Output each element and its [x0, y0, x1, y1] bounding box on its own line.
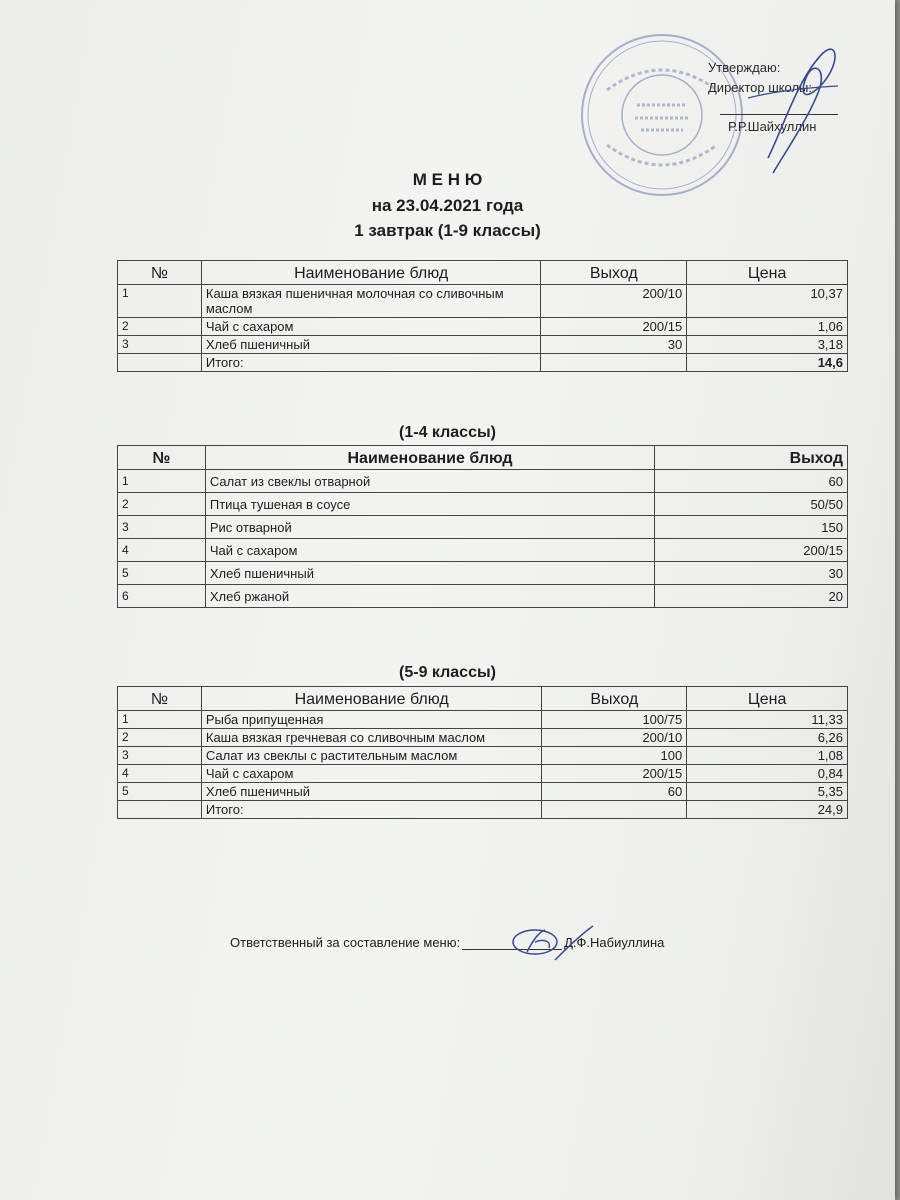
total-value: 14,6 [687, 354, 848, 372]
row-name: Хлеб пшеничный [201, 783, 542, 801]
row-price: 11,33 [687, 711, 848, 729]
approval-line1: Утверждаю: [708, 60, 781, 75]
row-no: 2 [118, 729, 202, 747]
row-price: 5,35 [687, 783, 848, 801]
document-date: на 23.04.2021 года [371, 196, 524, 215]
row-name: Хлеб пшеничный [201, 336, 541, 354]
total-label: Итого: [201, 354, 541, 372]
section-title-5-9: (5-9 классы) [399, 664, 496, 681]
row-price: 3,18 [687, 336, 848, 354]
document-title: М Е Н Ю [412, 170, 483, 189]
total-row [118, 354, 848, 372]
table-row [118, 585, 848, 608]
row-yield: 200/10 [541, 285, 687, 318]
col-header-yield: Выход [655, 446, 848, 470]
total-value: 24,9 [687, 801, 848, 819]
row-name: Хлеб пшеничный [205, 562, 654, 585]
col-header-no: № [118, 446, 206, 470]
row-name: Салат из свеклы отварной [205, 470, 654, 493]
row-no: 5 [118, 562, 206, 585]
row-yield: 30 [655, 562, 848, 585]
menu-table-1-4 [117, 445, 848, 608]
row-no: 4 [118, 765, 202, 783]
table-row [118, 470, 848, 493]
row-yield: 60 [655, 470, 848, 493]
section-title-1-4: (1-4 классы) [399, 424, 496, 441]
row-name: Салат из свеклы с растительным маслом [201, 747, 542, 765]
responsible-label: Ответственный за составление меню: [230, 935, 461, 950]
row-no: 3 [118, 336, 202, 354]
table-row [118, 285, 848, 318]
row-no: 5 [118, 783, 202, 801]
table-row [118, 493, 848, 516]
table-row [118, 562, 848, 585]
col-header-price: Цена [687, 687, 848, 711]
table-row [118, 516, 848, 539]
row-no: 2 [118, 493, 206, 516]
row-name: Чай с сахаром [205, 539, 654, 562]
col-header-yield: Выход [541, 261, 687, 285]
row-yield: 200/15 [541, 318, 687, 336]
table-row [118, 711, 848, 729]
row-yield: 100 [542, 747, 687, 765]
row-name: Рыба припущенная [201, 711, 542, 729]
director-name: Р.Р.Шайхуллин [728, 119, 817, 134]
menu-table-5-9 [117, 686, 848, 819]
row-no: 6 [118, 585, 206, 608]
row-price: 10,37 [687, 285, 848, 318]
col-header-no: № [118, 261, 202, 285]
row-name: Рис отварной [205, 516, 654, 539]
row-no: 1 [118, 711, 202, 729]
table-row [118, 765, 848, 783]
row-no: 4 [118, 539, 206, 562]
row-yield: 20 [655, 585, 848, 608]
row-yield: 200/15 [655, 539, 848, 562]
col-header-price: Цена [687, 261, 848, 285]
row-name: Хлеб ржаной [205, 585, 654, 608]
row-no: 1 [118, 285, 202, 318]
row-yield: 200/15 [542, 765, 687, 783]
total-row [118, 801, 848, 819]
row-yield: 150 [655, 516, 848, 539]
table-row [118, 318, 848, 336]
row-price: 1,06 [687, 318, 848, 336]
row-price: 6,26 [687, 729, 848, 747]
table-row [118, 729, 848, 747]
table-row [118, 539, 848, 562]
col-header-name: Наименование блюд [205, 446, 654, 470]
total-label: Итого: [201, 801, 542, 819]
meal-title: 1 завтрак (1-9 классы) [354, 221, 541, 240]
row-name: Птица тушеная в соусе [205, 493, 654, 516]
row-name: Каша вязкая пшеничная молочная со сливочным маслом [201, 285, 541, 318]
row-yield: 50/50 [655, 493, 848, 516]
col-header-name: Наименование блюд [201, 687, 542, 711]
table-row [118, 336, 848, 354]
row-price: 1,08 [687, 747, 848, 765]
table-row [118, 783, 848, 801]
row-yield: 100/75 [542, 711, 687, 729]
col-header-yield: Выход [542, 687, 687, 711]
row-no: 3 [118, 516, 206, 539]
row-price: 0,84 [687, 765, 848, 783]
menu-table-1-9 [117, 260, 848, 372]
table-row [118, 747, 848, 765]
approval-line2: Директор школы: [708, 80, 812, 95]
director-signature [728, 38, 848, 178]
row-name: Чай с сахаром [201, 765, 542, 783]
row-no: 3 [118, 747, 202, 765]
row-yield: 30 [541, 336, 687, 354]
row-yield: 200/10 [542, 729, 687, 747]
row-name: Каша вязкая гречневая со сливочным маслом [201, 729, 542, 747]
row-yield: 60 [542, 783, 687, 801]
responsible-signature [505, 920, 605, 965]
col-header-no: № [118, 687, 202, 711]
row-no: 1 [118, 470, 206, 493]
col-header-name: Наименование блюд [201, 261, 541, 285]
row-no: 2 [118, 318, 202, 336]
row-name: Чай с сахаром [201, 318, 541, 336]
responsible-name: Д.Ф.Набиуллина [564, 935, 665, 950]
